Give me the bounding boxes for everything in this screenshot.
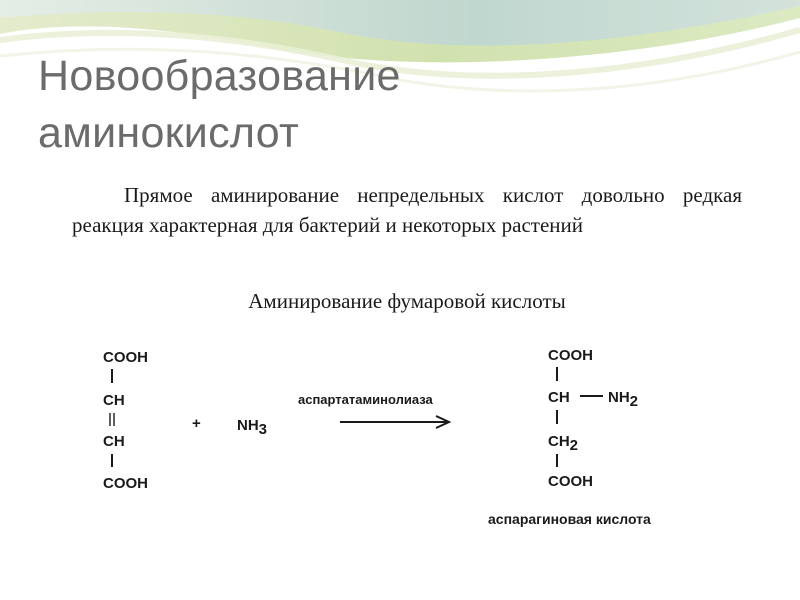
- reaction-scheme: [0, 340, 800, 540]
- reactant-ch-1: CH: [103, 392, 125, 409]
- reactant-cooh-top: COOH: [103, 349, 148, 366]
- body-paragraph: Прямое аминирование непредельных кислот довольно редкая реакция характерная для бактерий и некоторых растений: [72, 183, 742, 237]
- slide-title-line-1: Новообразование: [38, 52, 401, 100]
- slide-title-line-2: аминокислот: [38, 109, 300, 157]
- product-nh2-subscript: 2: [629, 393, 639, 410]
- product-name: аспарагиновая кислота: [488, 511, 651, 527]
- enzyme-label: аспартатаминолиаза: [298, 392, 433, 407]
- product-ch2: [548, 433, 578, 454]
- product-ch: CH: [548, 389, 570, 406]
- product-cooh-bottom: COOH: [548, 473, 593, 490]
- product-nh: NH: [608, 389, 630, 406]
- ammonia-subscript: 3: [258, 421, 268, 438]
- ammonia-nh: NH: [237, 417, 259, 434]
- product-ch2-ch: CH: [548, 433, 570, 450]
- plus-sign: +: [192, 415, 201, 432]
- reactant-ch-2: CH: [103, 433, 125, 450]
- product-cooh-top: COOH: [548, 347, 593, 364]
- reaction-subtitle: Аминирование фумаровой кислоты: [248, 289, 566, 313]
- product-nh2: [608, 389, 638, 410]
- ammonia-formula: [237, 417, 267, 438]
- product-ch2-subscript: 2: [569, 437, 579, 454]
- slide-title: [38, 48, 738, 162]
- reactant-cooh-bottom: COOH: [103, 475, 148, 492]
